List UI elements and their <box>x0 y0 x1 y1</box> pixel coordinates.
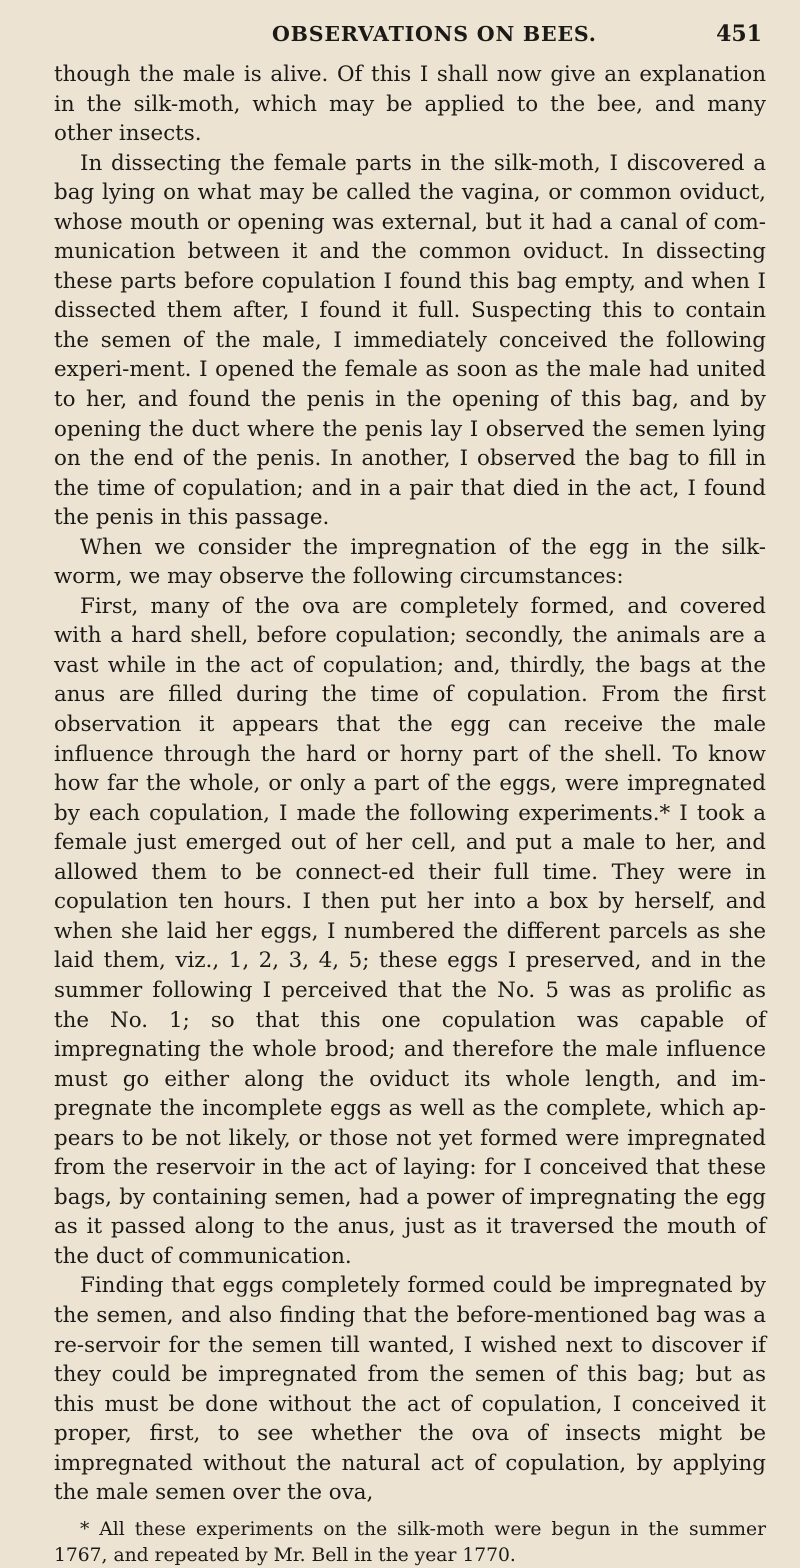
footnote: * All these experiments on the silk-moth were begun in the summer 1767, and repeated by Mr. Bell in the year 1770. <box>54 1518 766 1566</box>
paragraph-reservoir: Finding that eggs completely formed could be impregnated by the semen, and also finding that the before-mentioned bag was a re-servoir for the semen till wanted, I wished next to discover if they could be impregnated from the semen of this bag; but as this must be done without the act of copulation, I conceived it proper, first, to see whether the ova of insects might be impregnated without the natural act of copulation, by applying the male semen over the ova, <box>54 1273 766 1506</box>
paragraph-continuation: though the male is alive. Of this I shall now give an explanation in the silk-moth, which may be applied to the bee, and many other insects. <box>54 62 766 147</box>
paragraph-dissection: In dissecting the female parts in the silk-moth, I discovered a bag lying on what may be called the vagina, or common oviduct, whose mouth or opening was external, but it had a canal of com-munication between it and the common oviduct. In dissecting these parts before copulation I found this bag empty, and when I dissected them after, I found it full. Suspecting this to contain the semen of the male, I immediately conceived the following experi-ment. I opened the female as soon as the male had united to her, and found the penis in the opening of this bag, and by opening the duct where the penis lay I observed the semen lying on the end of the penis. In another, I observed the bag to fill in the time of copulation; and in a pair that died in the act, I found the penis in this passage. <box>54 150 766 531</box>
page-header <box>54 0 766 60</box>
paragraph-impregnation: When we consider the impregnation of the egg in the silk-worm, we may observe the following circumstances: <box>54 534 766 590</box>
running-head: OBSERVATIONS ON BEES. <box>272 22 597 46</box>
body-text <box>54 60 766 1508</box>
page-number: 451 <box>716 21 762 47</box>
paragraph-circumstances: First, many of the ova are completely formed, and covered with a hard shell, before copulation; secondly, the animals are a vast while in the act of copulation; and, thirdly, the bags at the anus are filled during the time of copulation. From the first observation it appears that the egg can receive the male influence through the hard or horny part of the shell. To know how far the whole, or only a part of the eggs, were impregnated by each copulation, I made the following experiments.* I took a female just emerged out of her cell, and put a male to her, and allowed them to be connect-ed their full time. They were in copulation ten hours. I then put her into a box by herself, and when she laid her eggs, I numbered the different parcels as she laid them, viz., 1, 2, 3, 4, 5; these eggs I preserved, and in the summer following I perceived that the No. 5 was as prolific as the No. 1; so that this one copulation was capable of impregnating the whole brood; and therefore the male influence must go either along the oviduct its whole length, and im-pregnate the incomplete eggs as well as the complete, which ap-pears to be not likely, or those not yet formed were impregnated from the reservoir in the act of laying: for I conceived that these bags, by containing semen, had a power of impregnating the egg as it passed along to the anus, just as it traversed the mouth of the duct of communication. <box>54 593 766 1269</box>
